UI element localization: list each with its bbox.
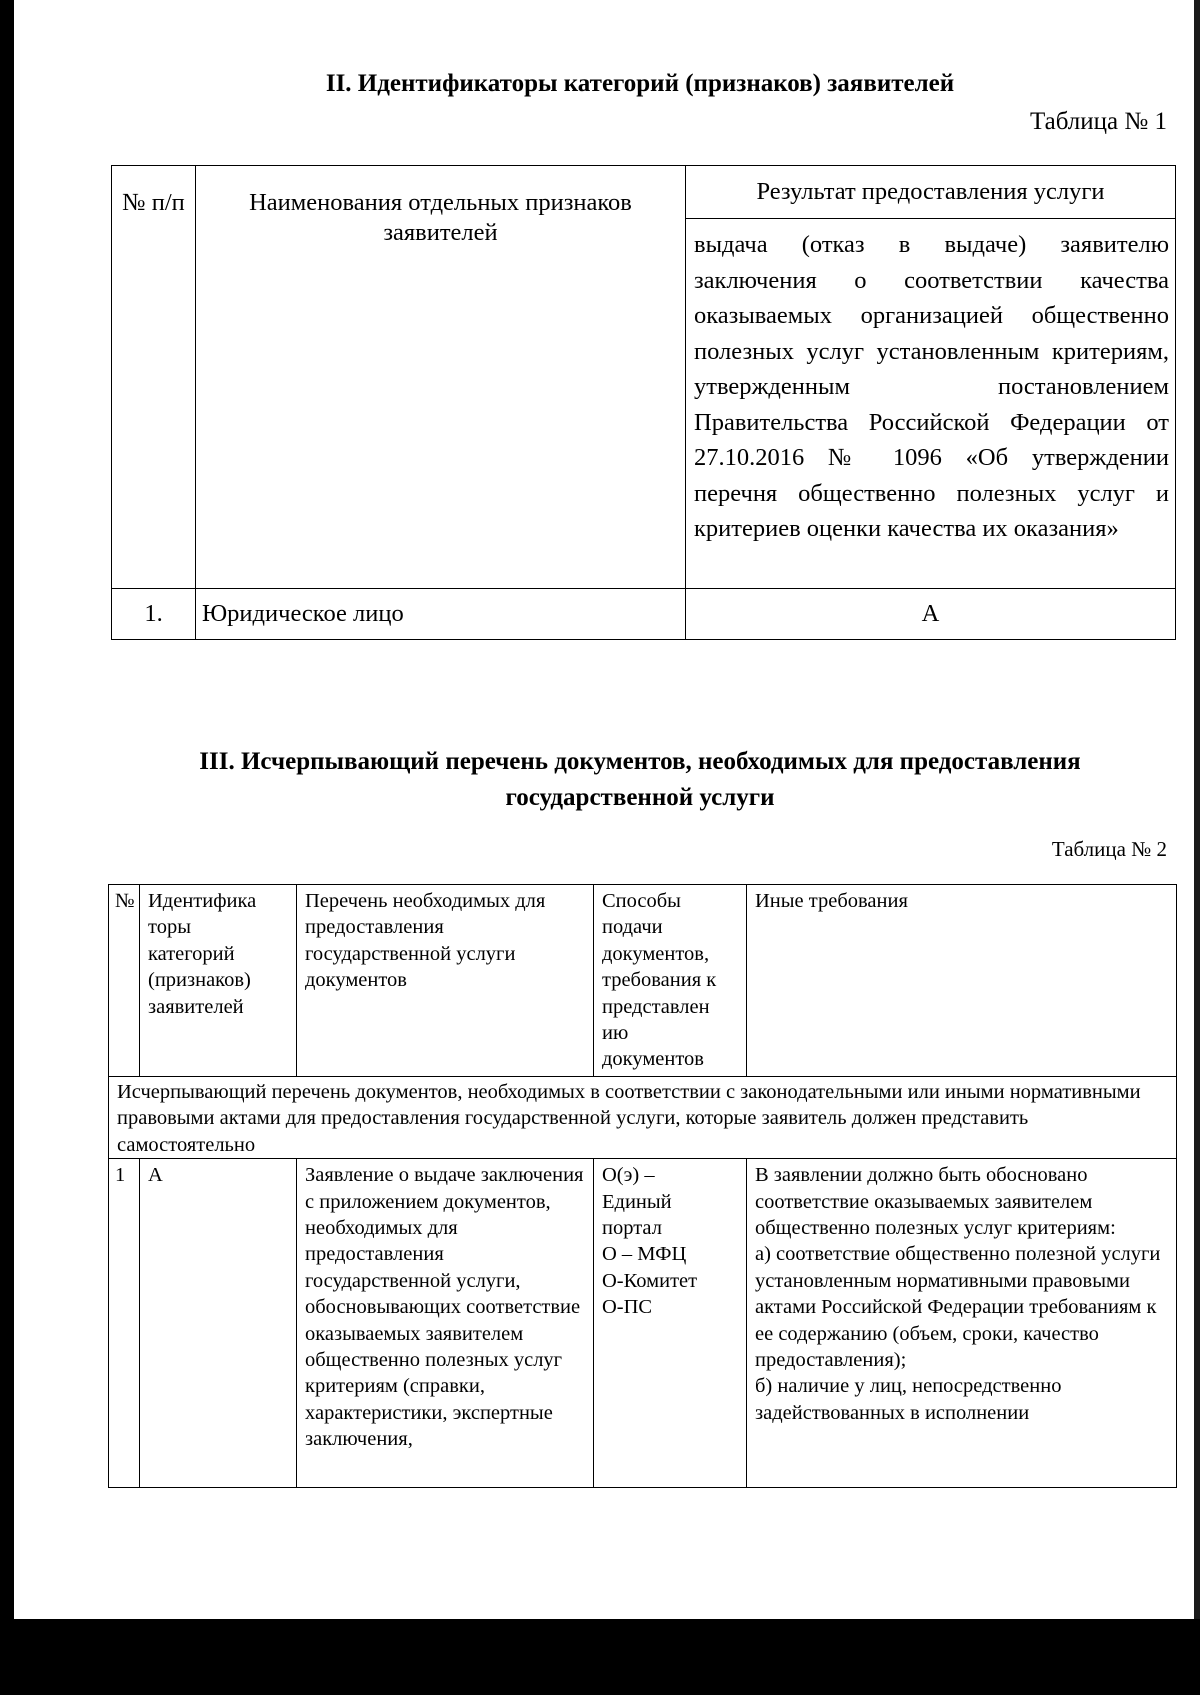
t2-row-requirements-a: а) соответствие общественно полезной услуги установленным нормативными правовыми актами Российской Федерации требованиям к ее содержанию (объем, сроки, качество предоставления);	[755, 1243, 1161, 1372]
t2-header-methods-line: документов,	[602, 942, 710, 965]
t2-row-method: портал	[602, 1217, 662, 1240]
t1-result-line: 1096 «Об утверждении перечня	[694, 444, 1169, 507]
t2-header-num: №	[109, 885, 140, 1077]
t2-header-methods-line: Способы	[602, 890, 681, 912]
t2-header-methods-line: документов	[602, 1048, 704, 1071]
t2-header-category	[140, 885, 297, 1077]
t1-result-line: выдача (отказ в выдаче) заявителю	[694, 231, 1169, 258]
scan-bottom-edge	[0, 1619, 1200, 1695]
t1-result-line: оказываемых организацией общественно	[694, 302, 1169, 329]
t2-row-requirements-b: б) наличие у лиц, непосредственно задействованных в исполнении	[755, 1375, 1062, 1424]
t2-row-category: А	[140, 1159, 297, 1488]
t1-row-num: 1.	[112, 589, 196, 640]
t1-result-line: полезных услуг установленным	[694, 337, 1040, 365]
t1-row-value: А	[686, 589, 1176, 640]
table-row	[109, 1159, 1177, 1488]
section-2-title: II. Идентификаторы категорий (признаков) заявителей	[325, 70, 955, 97]
t1-result-line: Российской Федерации от 27.10.2016 №	[694, 408, 1169, 471]
section-3-title-line1: III. Исчерпывающий перечень документов, необходимых для предоставления	[199, 748, 1081, 775]
t2-span-row: Исчерпывающий перечень документов, необходимых в соответствии с законодательными или иными нормативными правовыми актами для предоставления государственной услуги, которые заявитель должен представить самостоятельно	[109, 1077, 1177, 1159]
t1-result-description	[686, 219, 1176, 589]
t2-header-methods-line: представлен	[602, 995, 710, 1018]
t1-result-line: постановлением Правительства	[694, 373, 1169, 436]
t1-result-line: критериев оценки качества их оказания»	[694, 515, 1119, 542]
t2-row-requirements	[747, 1159, 1177, 1488]
table-1-label: Таблица № 1	[1029, 108, 1167, 135]
t2-header-documents: Перечень необходимых для предоставления государственной услуги документов	[297, 885, 594, 1077]
t2-row-document: Заявление о выдаче заключения с приложением документов, необходимых для предоставления государственной услуги, обосновывающих соответствие оказываемых заявителем общественно полезных услуг критериям (справки, характеристики, экспертные заключения,	[297, 1159, 594, 1488]
t2-header-methods-line: подачи	[602, 916, 663, 939]
t2-header-category-line: Идентифика	[148, 890, 257, 912]
scan-left-edge	[0, 0, 14, 1695]
t1-result-line: заключения о соответствии качества	[694, 266, 1169, 294]
t2-row-requirements-intro: В заявлении должно быть обосновано соответствие оказываемых заявителем общественно полезных услуг критериям:	[755, 1164, 1116, 1240]
t2-header-methods-line: требования к	[602, 969, 717, 992]
table-row	[112, 589, 1176, 640]
t1-header-num: № п/п	[112, 166, 196, 589]
t2-header-category-line: (признаков)	[148, 969, 251, 992]
table-1-applicant-categories	[111, 165, 1176, 640]
t2-header-methods-line: ию	[602, 1022, 629, 1045]
scan-right-edge	[1194, 0, 1200, 1620]
section-3-title-line2: государственной услуги	[505, 784, 775, 811]
t2-row-method: О – МФЦ	[602, 1243, 687, 1266]
t2-row-method: О-Комитет	[602, 1269, 698, 1292]
t1-result-line: критериям, утвержденным	[694, 337, 1169, 400]
t1-header-result: Результат предоставления услуги	[686, 166, 1176, 219]
t1-result-line: общественно полезных услуг и	[798, 479, 1169, 507]
table-2-label: Таблица № 2	[1051, 837, 1167, 861]
t2-header-category-line: торы	[148, 916, 191, 939]
t1-header-name: Наименования отдельных признаков заявителей	[196, 166, 686, 589]
t2-row-method: О(э) –	[602, 1164, 655, 1187]
t1-row-name: Юридическое лицо	[196, 589, 686, 640]
t2-row-methods	[594, 1159, 747, 1488]
t2-header-methods	[594, 885, 747, 1077]
t2-row-method: Единый	[602, 1190, 672, 1213]
table-2-documents	[108, 884, 1177, 1488]
t2-header-other-requirements: Иные требования	[747, 885, 1177, 1077]
t2-row-method: О-ПС	[602, 1296, 653, 1319]
t2-row-num: 1	[109, 1159, 140, 1488]
section-3-title	[110, 744, 1170, 816]
t2-header-category-line: категорий	[148, 942, 235, 965]
t2-header-category-line: заявителей	[148, 995, 244, 1018]
